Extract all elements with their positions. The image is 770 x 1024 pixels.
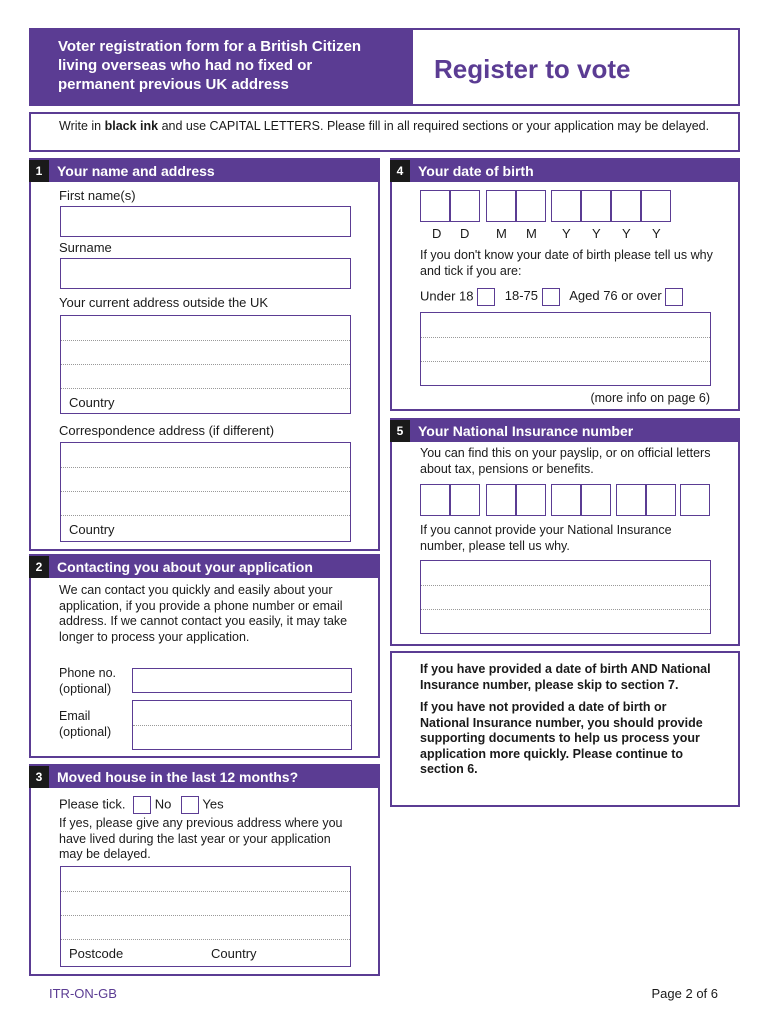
section-3-title: Moved house in the last 12 months? bbox=[57, 769, 299, 785]
ni-cell-5[interactable] bbox=[551, 484, 581, 516]
dob-reason-input[interactable] bbox=[420, 312, 711, 386]
instructions-text-2: and use CAPITAL LETTERS. Please fill in all required sections or your application may be delayed. bbox=[158, 119, 710, 133]
current-address-label: Your current address outside the UK bbox=[59, 295, 269, 310]
dob-d1-label: D bbox=[432, 226, 442, 241]
ni-cell-2[interactable] bbox=[450, 484, 480, 516]
phone-input[interactable] bbox=[132, 668, 352, 693]
form-subtitle bbox=[29, 28, 413, 106]
ni-cell-1[interactable] bbox=[420, 484, 450, 516]
postcode-label: Postcode bbox=[69, 946, 124, 961]
range-label: 18-75 bbox=[504, 288, 538, 304]
yes-label: Yes bbox=[202, 796, 224, 812]
please-tick-label: Please tick. bbox=[59, 796, 126, 812]
form-title: Register to vote bbox=[434, 54, 631, 84]
dob-y3-label: Y bbox=[622, 226, 631, 241]
phone-label: Phone no. (optional) bbox=[59, 666, 116, 696]
dob-day-2[interactable] bbox=[450, 190, 480, 222]
section-2-header bbox=[29, 556, 380, 578]
ni-cell-9[interactable] bbox=[680, 484, 710, 516]
section-1 bbox=[29, 158, 380, 551]
current-country-label: Country bbox=[69, 395, 115, 410]
prev-country-label: Country bbox=[211, 946, 257, 961]
corr-country-label: Country bbox=[69, 522, 115, 537]
form-code: ITR-ON-GB bbox=[49, 986, 117, 1001]
ni-reason-input[interactable] bbox=[420, 560, 711, 634]
section-5-header bbox=[390, 420, 740, 442]
aged76-checkbox[interactable] bbox=[665, 288, 683, 306]
dob-d2-label: D bbox=[460, 226, 470, 241]
ni-cell-6[interactable] bbox=[581, 484, 611, 516]
instructions-text-1: Write in bbox=[59, 119, 105, 133]
first-name-input[interactable] bbox=[60, 206, 351, 237]
dob-y1-label: Y bbox=[562, 226, 571, 241]
dob-year-2[interactable] bbox=[581, 190, 611, 222]
email-input[interactable] bbox=[132, 700, 352, 750]
dob-year-1[interactable] bbox=[551, 190, 581, 222]
dob-m2-label: M bbox=[526, 226, 537, 241]
yes-checkbox[interactable] bbox=[181, 796, 199, 814]
dob-day-1[interactable] bbox=[420, 190, 450, 222]
age-row bbox=[420, 288, 683, 306]
dob-y2-label: Y bbox=[592, 226, 601, 241]
section-4-header bbox=[390, 160, 740, 182]
form-subtitle-text: Voter registration form for a British Citizen living overseas who had no fixed or permanent previous UK address bbox=[58, 38, 362, 93]
surname-input[interactable] bbox=[60, 258, 351, 289]
ni-cell-3[interactable] bbox=[486, 484, 516, 516]
first-name-label: First name(s) bbox=[59, 188, 136, 203]
dont-know-text: If you don't know your date of birth please tell us why and tick if you are: bbox=[420, 248, 713, 278]
email-label: Email (optional) bbox=[59, 709, 112, 739]
corr-address-input[interactable] bbox=[60, 442, 351, 542]
dob-m1-label: M bbox=[496, 226, 507, 241]
section-4-title: Your date of birth bbox=[418, 163, 534, 179]
section-3-header bbox=[29, 766, 380, 788]
ni-text: You can find this on your payslip, or on official letters about tax, pensions or benefits. bbox=[420, 446, 711, 476]
section-3-number: 3 bbox=[29, 766, 49, 788]
current-address-input[interactable] bbox=[60, 315, 351, 414]
section-5 bbox=[390, 418, 740, 646]
ni-cannot-text: If you cannot provide your National Insurance number, please tell us why. bbox=[420, 523, 672, 553]
dob-year-3[interactable] bbox=[611, 190, 641, 222]
section-1-header bbox=[29, 160, 380, 182]
contact-text: We can contact you quickly and easily about your application, if you provide a phone number or email address. If we cannot contact you easily, it may take longer to process your application. bbox=[59, 583, 348, 644]
tick-row bbox=[59, 796, 224, 814]
surname-label: Surname bbox=[59, 240, 112, 255]
section-5-number: 5 bbox=[390, 420, 410, 442]
instructions bbox=[29, 112, 740, 152]
section-3 bbox=[29, 764, 380, 976]
section-2-number: 2 bbox=[29, 556, 49, 578]
aged76-label: Aged 76 or over bbox=[569, 288, 662, 304]
prev-address-input[interactable] bbox=[60, 866, 351, 967]
dob-month-1[interactable] bbox=[486, 190, 516, 222]
no-label: No bbox=[154, 796, 172, 812]
under18-checkbox[interactable] bbox=[477, 288, 495, 306]
under18-label: Under 18 bbox=[420, 288, 474, 304]
section-4-number: 4 bbox=[390, 160, 410, 182]
dob-month-2[interactable] bbox=[516, 190, 546, 222]
dob-year-4[interactable] bbox=[641, 190, 671, 222]
section-4 bbox=[390, 158, 740, 411]
dob-y4-label: Y bbox=[652, 226, 661, 241]
range-checkbox[interactable] bbox=[542, 288, 560, 306]
more-info-text: (more info on page 6) bbox=[590, 391, 710, 405]
form-title-box bbox=[412, 28, 740, 106]
no-checkbox[interactable] bbox=[133, 796, 151, 814]
prev-address-text: If yes, please give any previous address where you have lived during the last year or your application may be delayed. bbox=[59, 816, 343, 861]
page-number: Page 2 of 6 bbox=[651, 986, 718, 1001]
instructions-bold: black ink bbox=[104, 119, 159, 133]
section-1-number: 1 bbox=[29, 160, 49, 182]
section-1-title: Your name and address bbox=[57, 163, 215, 179]
ni-cell-7[interactable] bbox=[616, 484, 646, 516]
section-5-title: Your National Insurance number bbox=[418, 423, 634, 439]
skip-note-p1: If you have provided a date of birth AND National Insurance number, please skip to section 7. bbox=[420, 662, 711, 692]
ni-cell-8[interactable] bbox=[646, 484, 676, 516]
section-2-title: Contacting you about your application bbox=[57, 559, 313, 575]
skip-note-p2: If you have not provided a date of birth or National Insurance number, you should provide supporting documents to help us process your application more quickly. Please continue to section 6. bbox=[420, 700, 703, 776]
section-2 bbox=[29, 554, 380, 758]
skip-note bbox=[390, 651, 740, 807]
corr-address-label: Correspondence address (if different) bbox=[59, 423, 275, 438]
ni-cell-4[interactable] bbox=[516, 484, 546, 516]
